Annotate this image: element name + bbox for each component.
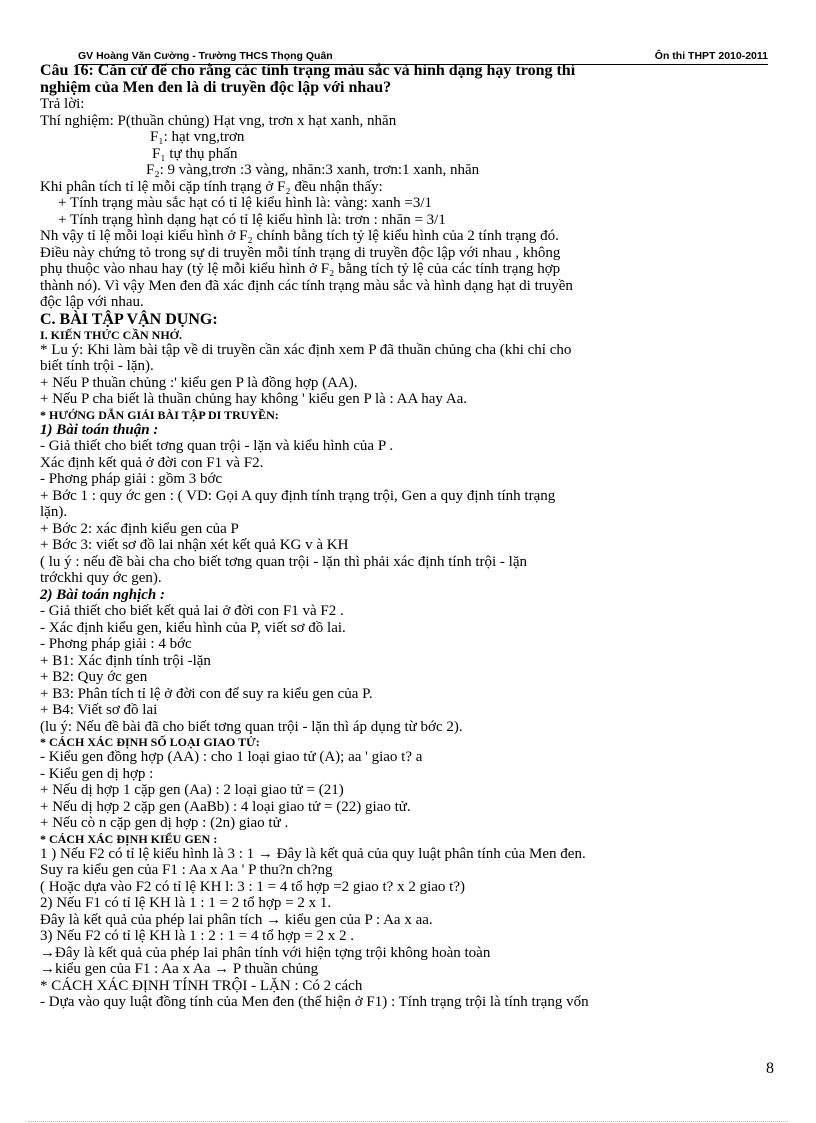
text-line: thành nó). Vì vậy Men đen đã xác định các tính trạng màu sắc và hình dạng hạt di truyền [40, 277, 573, 294]
text-line: + Bớc 2: xác định kiểu gen của P [40, 520, 239, 537]
document-body [40, 62, 780, 1011]
text-line: + B4: Viết sơ đồ lai [40, 702, 158, 718]
section-heading: nghiệm của Men đen là di truyền độc lập với nhau? [40, 79, 392, 96]
text-line: + Bớc 1 : quy ớc gen : ( VD: Gọi A quy định tính trạng trội, Gen a quy định tính trạng [40, 487, 556, 504]
header-author: GV Hoàng Văn Cường - Trường THCS Thọng Quân [78, 50, 333, 62]
text-line: + B3: Phân tích tỉ lệ ở đời con để suy ra kiểu gen của P. [40, 685, 373, 702]
text-line: + B1: Xác định tính trội -lặn [40, 652, 211, 669]
text-line: + Nếu P cha biết là thuần chủng hay không ' kiểu gen P là : AA hay Aa. [40, 391, 468, 407]
text-line: Xác định kết quả ở đời con F1 và F2. [40, 454, 264, 471]
section-heading: I. KIẾN THỨC CẦN NHỚ. [40, 327, 183, 342]
text-line: phụ thuộc vào nhau hay (tỷ lệ mỗi kiểu hình ở F₂ bằng tích tỷ lệ của các tính trạng hợp [40, 261, 561, 277]
text-line: Nh vậy tỉ lệ mỗi loại kiểu hình ở F₂ chính bằng tích tỷ lệ kiểu hình của 2 tính trạng đó. [40, 228, 559, 244]
section-heading: * CÁCH XÁC ĐỊNH KIỂU GEN : [40, 831, 218, 846]
text-line: Đây là kết quả của phép lai phân tích → kiểu gen của P : Aa x aa. [40, 911, 433, 928]
text-line: - Phơng pháp giải : 4 bớc [40, 636, 192, 652]
text-line: - Xác định kiểu gen, kiểu hình của P, viết sơ đồ lai. [40, 619, 346, 636]
header-course: Ôn thi THPT 2010-2011 [654, 50, 768, 62]
text-line: - Giả thiết cho biết kết quả lai ở đời con F1 và F2 . [40, 603, 344, 619]
text-line: + Nếu dị hợp 2 cặp gen (AaBb) : 4 loại giao tử = (22) giao tử. [40, 798, 411, 815]
text-line: 2) Nếu F1 có tỉ lệ KH là 1 : 1 = 2 tổ hợp = 2 x 1. [40, 895, 332, 911]
text-line: - Kiểu gen đồng hợp (AA) : cho 1 loại giao tử (A); aa ' giao t? a [40, 749, 423, 765]
text-line: - Kiểu gen dị hợp : [40, 765, 154, 782]
page-bottom-divider [28, 1121, 788, 1122]
text-line: F₂: 9 vàng,trơn :3 vàng, nhăn:3 xanh, trơn:1 xanh, nhăn [146, 162, 480, 178]
section-heading: 1) Bài toán thuận : [40, 421, 159, 438]
text-line: trớckhi quy ớc gen). [40, 570, 162, 586]
section-heading: 2) Bài toán nghịch : [40, 586, 166, 603]
text-line: * Lu ý: Khi làm bài tập về di truyền cần xác định xem P đã thuần chủng cha (khi chỉ cho [40, 341, 572, 358]
text-line: Suy ra kiểu gen của F1 : Aa x Aa ' P thu?n ch?ng [40, 862, 333, 878]
section-heading: * HƯỚNG DẪN GIẢI BÀI TẬP DI TRUYỀN: [40, 407, 279, 422]
text-line: Điều này chứng tỏ trong sự di truyền mỗi tính trạng di truyền độc lập với nhau , không [40, 244, 561, 261]
text-line: ( lu ý : nếu đề bài cha cho biết tơng quan trội - lặn thì phải xác định tính trội - lặn [40, 553, 527, 570]
text-line: - Phơng pháp giải : gồm 3 bớc [40, 471, 223, 487]
text-line: độc lập với nhau. [40, 294, 144, 310]
text-line: →kiểu gen của F1 : Aa x Aa → P thuần chủng [40, 961, 319, 977]
text-line: + Nếu dị hợp 1 cặp gen (Aa) : 2 loại giao tử = (21) [40, 782, 344, 798]
text-line: F₁: hạt vng,trơn [150, 129, 245, 145]
text-line: 1 ) Nếu F2 có tỉ lệ kiểu hình là 3 : 1 → Đây là kết quả của quy luật phân tính của Men đen. [40, 845, 586, 862]
text-line: + B2: Quy ớc gen [40, 669, 148, 685]
text-line: + Tính trạng hình dạng hạt có tỉ lệ kiểu hình là: trơn : nhăn = 3/1 [58, 211, 446, 228]
text-line: + Nếu P thuần chủng :' kiểu gen P là đồng hợp (AA). [40, 374, 358, 391]
text-line: Thí nghiệm: P(thuần chủng) Hạt vng, trơn x hạt xanh, nhăn [40, 112, 397, 129]
text-line: (lu ý: Nếu đề bài đã cho biết tơng quan trội - lặn thì áp dụng từ bớc 2). [40, 718, 463, 735]
text-line: ( Hoặc dựa vào F2 có tỉ lệ KH l: 3 : 1 = 4 tổ hợp =2 giao t? x 2 giao t?) [40, 878, 465, 895]
text-line: + Tính trạng màu sắc hạt có tỉ lệ kiểu hình là: vàng: xanh =3/1 [58, 195, 433, 211]
text-line: + Nếu cò n cặp gen dị hợp : (2n) giao tử . [40, 815, 289, 831]
section-heading: C. BÀI TẬP VẬN DỤNG: [40, 310, 218, 328]
page-number: 8 [766, 1060, 774, 1077]
text-line: lặn). [40, 504, 68, 520]
text-line: Trả lời: [40, 96, 85, 112]
text-line: Khi phân tích tỉ lệ mỗi cặp tính trạng ở F₂ đều nhận thấy: [40, 178, 383, 195]
text-line: * CÁCH XÁC ĐỊNH TÍNH TRỘI - LẶN : Có 2 cách [40, 977, 363, 994]
text-line: + Bớc 3: viết sơ đồ lai nhận xét kết quả KG v à KH [40, 537, 349, 553]
text-line: →Đây là kết quả của phép lai phân tính với hiện tợng trội không hoàn toàn [40, 944, 491, 961]
section-heading: * CÁCH XÁC ĐỊNH SỐ LOẠI GIAO TỬ: [40, 735, 260, 749]
text-line: 3) Nếu F2 có tỉ lệ KH là 1 : 2 : 1 = 4 tổ hợp = 2 x 2 . [40, 928, 354, 944]
text-line: - Giả thiết cho biết tơng quan trội - lặn và kiểu hình của P . [40, 438, 394, 454]
text-line: biết tính trội - lặn). [40, 358, 154, 374]
text-line: - Dựa vào quy luật đồng tính của Men đen (thể hiện ở F1) : Tính trạng trội là tính trạng vốn [40, 994, 589, 1010]
section-heading: Câu 16: Căn cứ để cho rằng các tính trạng màu sắc và hình dạng hạy trong thí [40, 62, 576, 79]
text-line: F₁ tự thụ phấn [152, 145, 238, 162]
